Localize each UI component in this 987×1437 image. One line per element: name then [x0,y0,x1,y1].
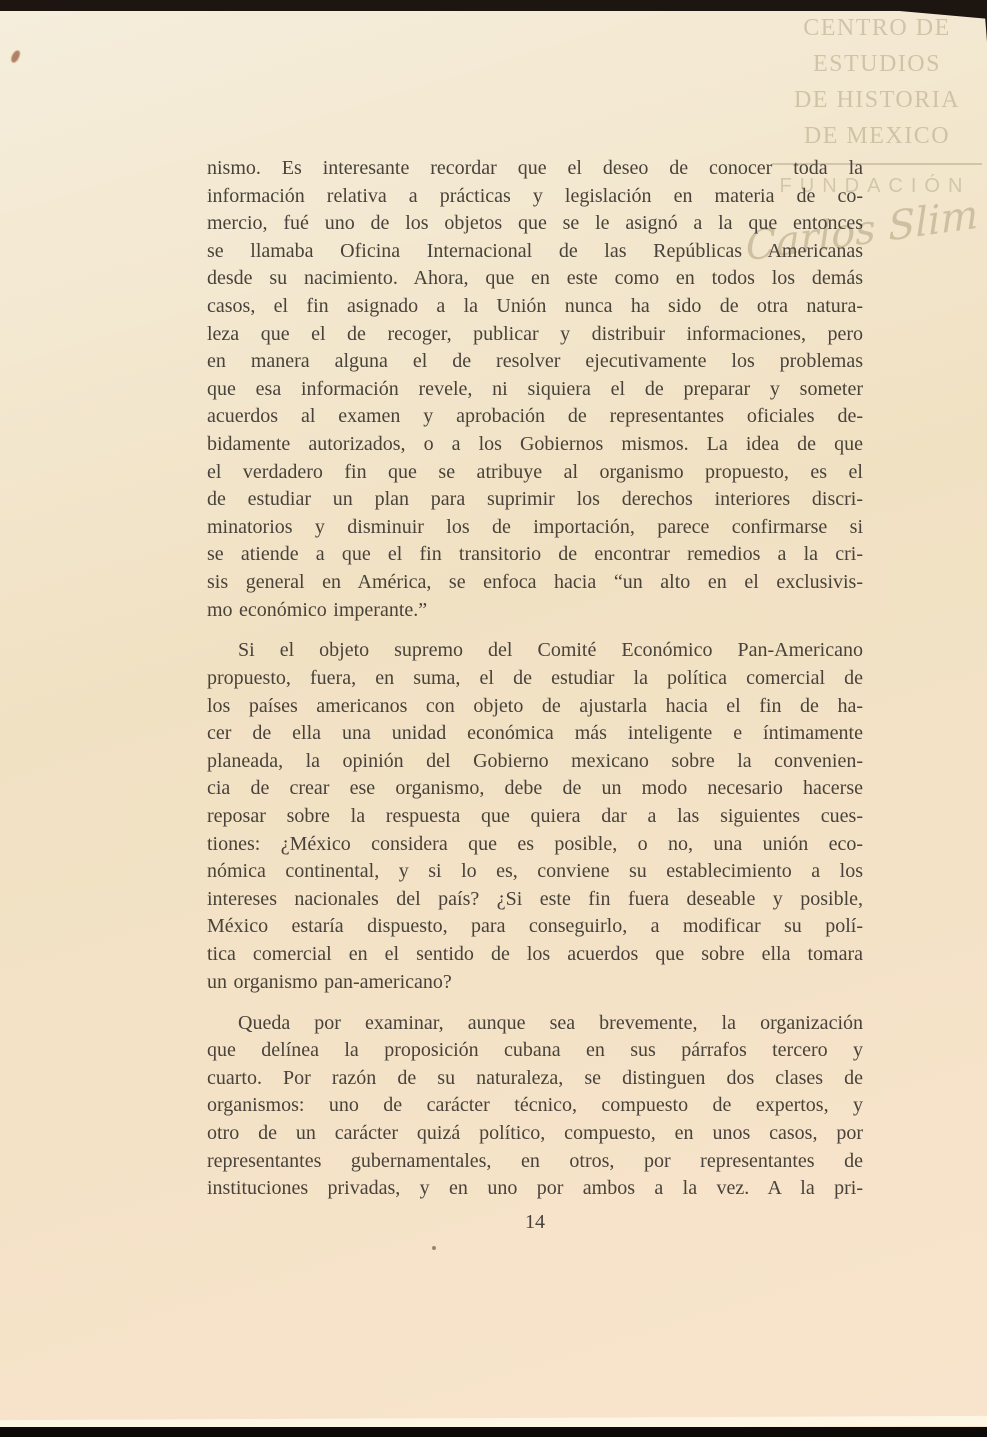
text-line: organismos: uno de carácter técnico, compuesto de expertos, y [207,1094,863,1117]
text-line: tiones: ¿México considera que es posible, o no, una unión eco- [207,832,863,855]
text-line: se atiende a que el fin transitorio de encontrar remedios a la cri- [207,543,863,566]
text-line: intereses nacionales del país? ¿Si este fin fuera deseable y posible, [207,887,863,910]
watermark-line: CENTRO DE [803,15,951,41]
text-line: minatorios y disminuir los de importación, parece confirmarse si [207,515,863,538]
text-line: de estudiar un plan para suprimir los derechos interiores discri- [207,488,863,511]
page-number: 14 [525,1211,545,1233]
paper-speck [432,1246,436,1250]
text-line: propuesto, fuera, en suma, el de estudiar la política comercial de [207,667,863,690]
text-line: México estaría dispuesto, para conseguirlo, a modificar su polí- [207,915,863,938]
text-line: cer de ella una unidad económica más inteligente e íntimamente [207,722,863,745]
paper-speck [10,49,21,64]
text-line: desde su nacimiento. Ahora, que en este como en todos los demás [207,267,863,290]
text-line: se llamaba Oficina Internacional de las Repúblicas Americanas [207,239,863,262]
scan-border-bottom [0,1427,987,1437]
text-line: los países americanos con objeto de ajustarla hacia el fin de ha- [207,694,863,717]
text-line: planeada, la opinión del Gobierno mexicano sobre la convenien- [207,749,863,772]
text-line: tica comercial en el sentido de los acuerdos que sobre ella tomara [207,943,863,966]
text-line: mercio, fué uno de los objetos que se le asignó a la que entonces [207,212,863,235]
watermark-foundation: FUNDACIÓN [779,175,971,197]
text-line: el verdadero fin que se atribuye al organismo propuesto, es el [207,460,863,483]
text-line: nómica continental, y si lo es, conviene su establecimiento a los [207,860,863,883]
text-line: mo económico imperante.” [207,598,428,621]
text-line: en manera alguna el de resolver ejecutivamente los problemas [207,350,863,373]
text-line: nismo. Es interesante recordar que el deseo de conocer toda la [207,157,863,179]
paragraph [207,155,863,624]
paragraph [207,637,863,996]
text-line: leza que el de recoger, publicar y distribuir informaciones, pero [207,322,863,345]
text-line: cia de crear ese organismo, debe de un modo necesario hacerse [207,777,863,800]
text-line: otro de un carácter quizá político, compuesto, en unos casos, por [207,1121,863,1144]
text-line: información relativa a prácticas y legislación en materia de co- [207,184,863,207]
watermark-signature: Carlos Slim [745,191,979,271]
text-line: reposar sobre la respuesta que quiera dar a las siguientes cues- [207,805,863,828]
text-line: cuarto. Por razón de su naturaleza, se distinguen dos clases de [207,1066,863,1089]
page-text-block [207,155,863,1203]
watermark-line: DE HISTORIA [793,87,961,113]
text-line: Si el objeto supremo del Comité Económico Pan-Americano [238,639,863,662]
paragraph [207,1010,863,1203]
text-line: casos, el fin asignado a la Unión nunca ha sido de otra natura- [207,294,863,317]
text-line: Queda por examinar, aunque sea brevemente, la organización [238,1011,863,1034]
text-line: representantes gubernamentales, en otros, por representantes de [207,1149,863,1172]
text-line: acuerdos al examen y aprobación de representantes oficiales de- [207,405,863,428]
watermark-line: ESTUDIOS [812,51,941,77]
text-line: un organismo pan-americano? [207,970,452,993]
text-line: sis general en América, se enfoca hacia “un alto en el exclusivis- [207,570,863,593]
text-line: bidamente autorizados, o a los Gobiernos mismos. La idea de que [207,432,863,455]
watermark-institution [770,10,984,154]
text-line: que delínea la proposición cubana en sus párrafos tercero y [207,1039,863,1062]
text-line: que esa información revele, ni siquiera el de preparar y someter [207,377,863,400]
watermark-line: DE MEXICO [803,123,951,149]
text-line: instituciones privadas, y en uno por ambos a la vez. A la pri- [207,1177,863,1200]
